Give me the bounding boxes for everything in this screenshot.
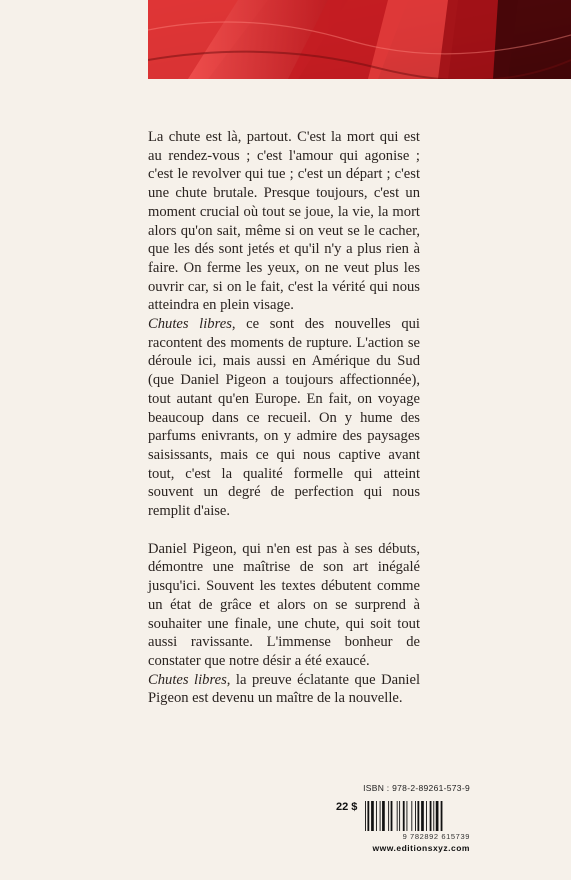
- cover-photo: [148, 0, 571, 79]
- blurb-paragraph-2-text: , ce sont des nouvelles qui racontent des moments de rupture. L'action se déroule ici, mais aussi en Amérique du Sud (que Daniel Pigeon a toujours affectionnée), tout autant qu'en Europe. En fait, on voyage beaucoup dans ce recueil. On y hume des parfums enivrants, on y admire des paysages saisissants, mais ce qui nous captive avant tout, c'est la qualité formelle qui atteint souvent un degré de perfection qui nous remplit d'aise.: [148, 316, 420, 520]
- book-title: Chutes libres: [148, 316, 232, 333]
- blurb-paragraph-3-text: Daniel Pigeon, qui n'en est pas à ses débuts, démontre une maîtrise de son art inégalé jusqu'ici. Souvent les textes débutent comme un état de grâce et alors on se surprend à souhaiter une finale, une chute, qui soit tout aussi ravissante. L'immense bonheur de constater que notre désir a été exaucé.: [148, 540, 420, 669]
- red-fabric-folds-image: [148, 0, 571, 79]
- book-title: Chutes libres: [148, 671, 227, 688]
- barcode-icon: [364, 801, 470, 831]
- barcode-block: [336, 783, 470, 853]
- barcode-digits: 9 782892 615739: [402, 832, 470, 841]
- back-cover-blurb: [148, 128, 420, 708]
- blurb-paragraph-3-closing: , la preuve éclatante que Daniel Pigeon est devenu un maître de la nouvelle.: [148, 671, 420, 707]
- blurb-paragraph-1: La chute est là, partout. C'est la mort qui est au rendez-vous ; c'est l'amour qui agonise ; c'est le revolver qui tue ; c'est un départ ; c'est une chute brutale. Presque toujours, c'est un moment crucial où tout se joue, la vie, la mort alors qu'on sait, même si on veut se le cacher, que les dés sont jetés et qu'il n'y a plus rien à faire. On ferme les yeux, on ne veut plus les ouvrir car, si on le fait, c'est la vérité qui nous atteindra en plein visage.: [148, 129, 420, 314]
- isbn: ISBN : 978-2-89261-573-9: [363, 783, 470, 793]
- price: 22 $: [336, 801, 358, 813]
- blurb-paragraph-2: [148, 315, 420, 521]
- blurb-paragraph-3: [148, 540, 420, 708]
- publisher-website: www.editionsxyz.com: [372, 843, 470, 853]
